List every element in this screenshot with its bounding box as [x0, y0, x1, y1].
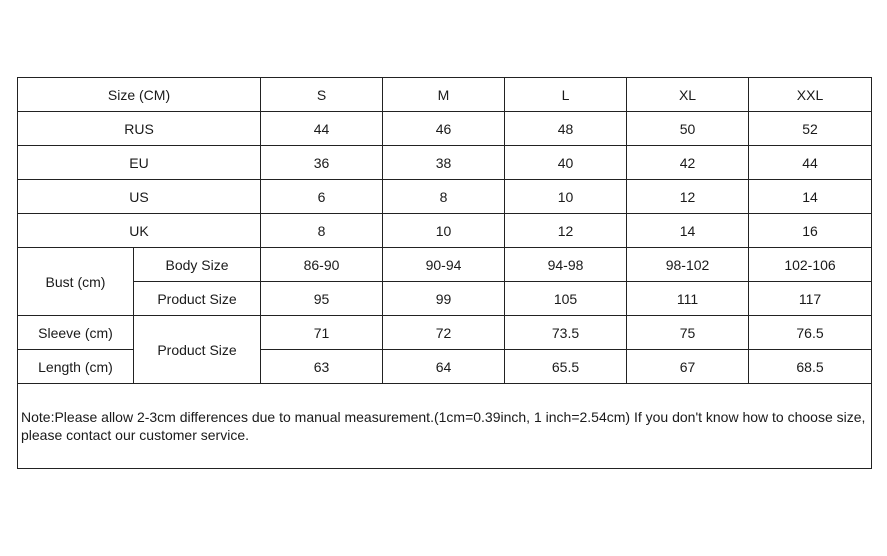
size-header-l: L	[505, 78, 627, 112]
size-header-xxl: XXL	[749, 78, 872, 112]
table-cell: 73.5	[505, 316, 627, 350]
table-cell: 99	[383, 282, 505, 316]
size-header-xl: XL	[627, 78, 749, 112]
rus-row	[18, 112, 872, 146]
table-cell: 76.5	[749, 316, 872, 350]
sub-label-product-size: Product Size	[134, 282, 261, 316]
row-label-rus: RUS	[18, 112, 261, 146]
bust-body-row	[18, 248, 872, 282]
table-cell: 6	[261, 180, 383, 214]
table-cell: 8	[383, 180, 505, 214]
table-cell: 63	[261, 350, 383, 384]
table-cell: 68.5	[749, 350, 872, 384]
table-cell: 44	[749, 146, 872, 180]
sleeve-row	[18, 316, 872, 350]
table-cell: 95	[261, 282, 383, 316]
note-row	[18, 384, 872, 469]
table-cell: 42	[627, 146, 749, 180]
table-cell: 71	[261, 316, 383, 350]
us-row	[18, 180, 872, 214]
size-chart-table	[17, 77, 872, 469]
table-cell: 44	[261, 112, 383, 146]
uk-row	[18, 214, 872, 248]
table-cell: 65.5	[505, 350, 627, 384]
table-cell: 38	[383, 146, 505, 180]
table-cell: 52	[749, 112, 872, 146]
table-cell: 64	[383, 350, 505, 384]
row-label-sleeve: Sleeve (cm)	[18, 316, 134, 350]
table-cell: 102-106	[749, 248, 872, 282]
sub-label-body-size: Body Size	[134, 248, 261, 282]
table-cell: 10	[383, 214, 505, 248]
row-label-eu: EU	[18, 146, 261, 180]
table-cell: 75	[627, 316, 749, 350]
measurement-note: Note:Please allow 2-3cm differences due to manual measurement.(1cm=0.39inch, 1 inch=2.54cm) If you don't know how to choose size, please contact our customer service.	[18, 384, 872, 469]
table-cell: 50	[627, 112, 749, 146]
table-cell: 16	[749, 214, 872, 248]
table-cell: 14	[627, 214, 749, 248]
table-cell: 111	[627, 282, 749, 316]
header-row	[18, 78, 872, 112]
size-header-s: S	[261, 78, 383, 112]
table-cell: 72	[383, 316, 505, 350]
table-cell: 14	[749, 180, 872, 214]
table-cell: 46	[383, 112, 505, 146]
row-label-bust: Bust (cm)	[18, 248, 134, 316]
row-label-us: US	[18, 180, 261, 214]
table-cell: 10	[505, 180, 627, 214]
row-label-length: Length (cm)	[18, 350, 134, 384]
table-cell: 12	[627, 180, 749, 214]
size-header-m: M	[383, 78, 505, 112]
row-label-uk: UK	[18, 214, 261, 248]
bust-product-row	[18, 282, 872, 316]
eu-row	[18, 146, 872, 180]
table-cell: 117	[749, 282, 872, 316]
table-cell: 105	[505, 282, 627, 316]
table-cell: 48	[505, 112, 627, 146]
size-cm-header: Size (CM)	[18, 78, 261, 112]
table-cell: 12	[505, 214, 627, 248]
table-cell: 40	[505, 146, 627, 180]
table-cell: 94-98	[505, 248, 627, 282]
table-cell: 98-102	[627, 248, 749, 282]
sub-label-product-size-merged: Product Size	[134, 316, 261, 384]
table-cell: 36	[261, 146, 383, 180]
table-cell: 90-94	[383, 248, 505, 282]
table-cell: 67	[627, 350, 749, 384]
table-cell: 86-90	[261, 248, 383, 282]
table-cell: 8	[261, 214, 383, 248]
